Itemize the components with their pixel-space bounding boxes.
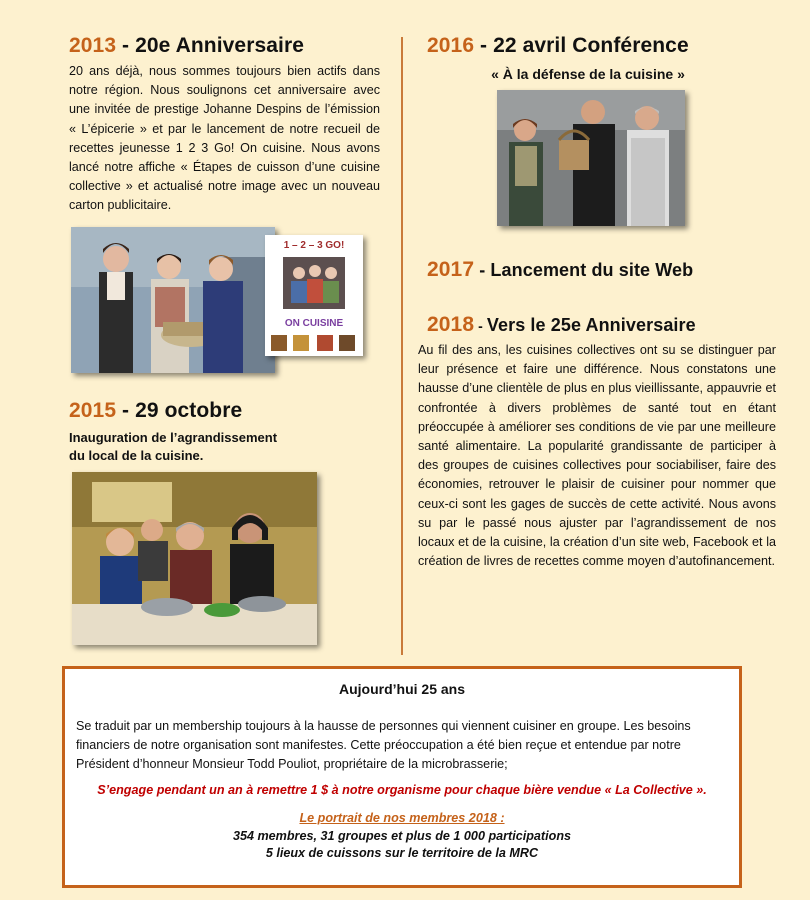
- heading-2013: [69, 34, 304, 58]
- anniversary-box: [62, 666, 742, 888]
- year-2013: 2013: [69, 34, 117, 57]
- year-2018: 2018: [427, 313, 475, 336]
- heading-2017: [427, 258, 693, 282]
- photo-2016-conference: [497, 90, 685, 226]
- book-cover-123-go: [265, 235, 363, 356]
- box-stats: [65, 828, 739, 862]
- title-2016: - 22 avril Conférence: [474, 34, 689, 57]
- subtitle-2015-line2: du local de la cuisine.: [69, 448, 204, 463]
- year-2016: 2016: [427, 34, 475, 57]
- book-cover-title: 1 – 2 – 3 GO!: [283, 240, 345, 251]
- box-title: Aujourd’hui 25 ans: [338, 681, 465, 697]
- heading-2016: [427, 34, 689, 58]
- year-2015: 2015: [69, 399, 117, 422]
- year-2017: 2017: [427, 258, 475, 281]
- dash-2018: -: [474, 318, 487, 334]
- title-2017: - Lancement du site Web: [474, 260, 694, 280]
- title-2013: - 20e Anniversaire: [116, 34, 305, 57]
- heading-2018: [427, 313, 696, 337]
- photo-2013-anniversary: [71, 227, 275, 373]
- box-pledge: S’engage pendant un an à remettre 1 $ à notre organisme pour chaque bière vendue « La Collective ».: [97, 783, 707, 797]
- box-portrait-heading: Le portrait de nos membres 2018 :: [299, 811, 505, 825]
- column-divider: [401, 37, 403, 655]
- text-2013: 20 ans déjà, nous sommes toujours bien actifs dans notre région. Nous soulignons cet anniversaire avec une invitée de prestige Johanne Despins de l’émission « L’épicerie » et par le lancement de notre recueil de recettes jeunesse 1 2 3 Go! On cuisine. Nous avons lancé notre affiche « Étapes de cuisson d’une cuisine collective » et actualisé notre image avec un nouveau carton publicitaire.: [69, 64, 380, 213]
- box-text: Se traduit par un membership toujours à la hausse de personnes qui viennent cuisiner en groupe. Les besoins financiers de notre organisation sont manifestes. Cette préoccupation a été bien reçue et entendue par notre Président d’honneur Monsieur Todd Pouliot, propriétaire de la microbrasserie;: [76, 719, 691, 771]
- photo-2015-inauguration: [72, 472, 317, 645]
- subtitle-2016: « À la défense de la cuisine »: [491, 66, 685, 82]
- book-cover-subtitle: ON CUISINE: [284, 318, 344, 329]
- subtitle-2015-line1: Inauguration de l’agrandissement: [69, 430, 278, 445]
- text-2018: Au fil des ans, les cuisines collectives ont su se distinguer par leur présence et faire une différence. Nous constatons une hausse d’une clientèle de plus en plus vieillissante, appauvrie et confrontée à divers problèmes de santé tout en étant préoccupée à améliorer ses conditions de vie par une meilleure santé alimentaire. La popularité grandissante de participer à des groupes de cuisines collectives pour sociabiliser, faire des économies, retrouver le plaisir de cuisiner pour nommer que ceux-ci sont les gages de succès de cette activité. Nous avons su par le passé nous ajuster par l’agrandissement de nos locaux et de la cuisine, la création d’un site web, Facebook et la création de livres de recettes comme moyen d’autofinancement.: [418, 343, 776, 569]
- box-stats-line1: 354 membres, 31 groupes et plus de 1 000 participations: [232, 829, 572, 843]
- box-stats-line2: 5 lieux de cuissons sur le territoire de la MRC: [265, 846, 539, 860]
- title-2018: Vers le 25e Anniversaire: [486, 315, 696, 335]
- title-2015: - 29 octobre: [116, 399, 243, 422]
- heading-2015: [69, 399, 242, 423]
